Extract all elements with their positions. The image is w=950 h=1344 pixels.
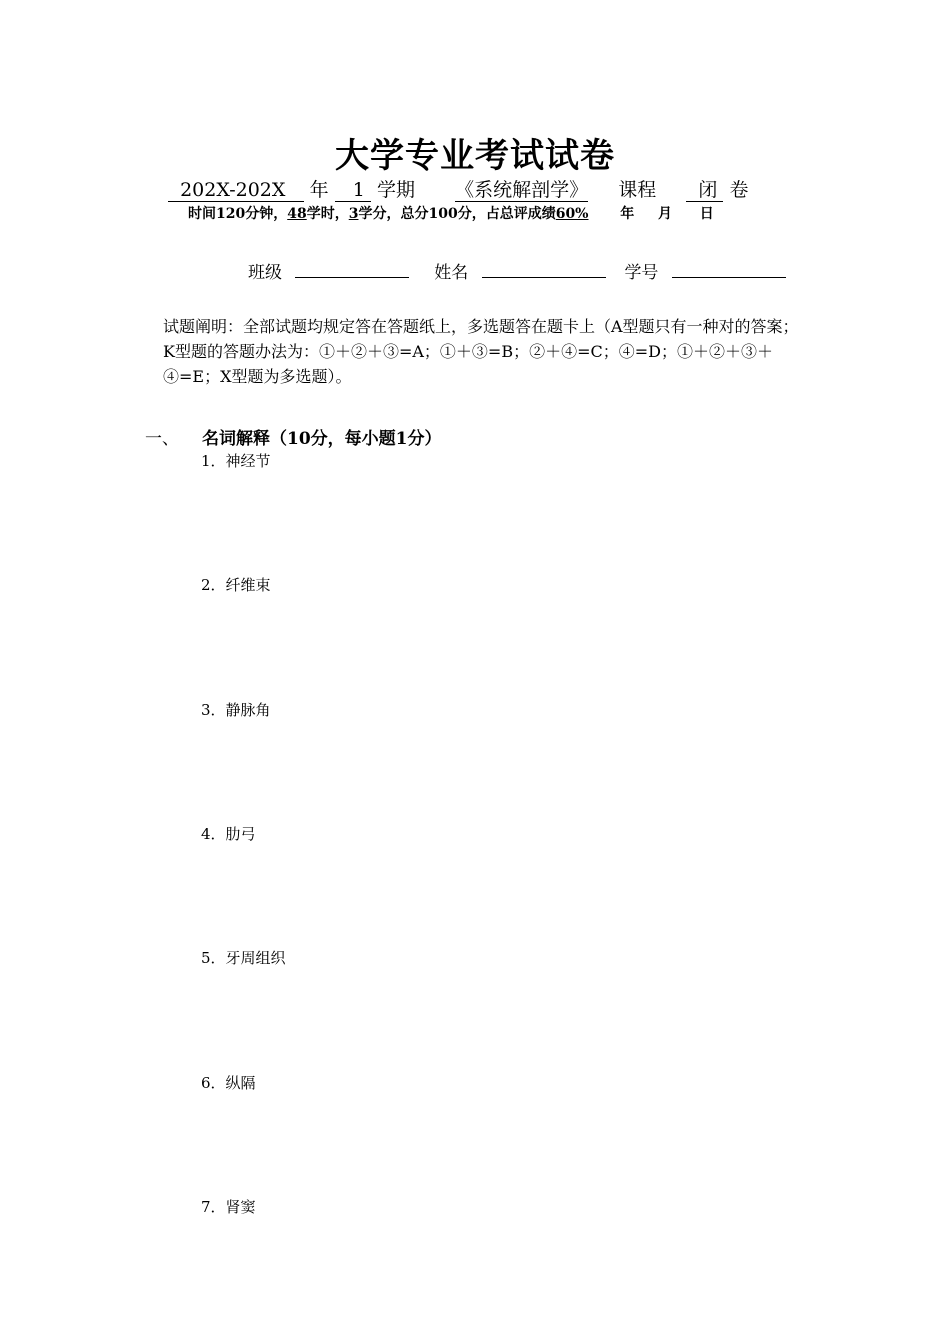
question-item: 2．纤维束 bbox=[201, 576, 271, 594]
question-item: 1．神经节 bbox=[201, 452, 271, 470]
id-label: 学号 bbox=[624, 263, 659, 283]
term-number: 1 bbox=[335, 180, 371, 202]
student-id-field[interactable] bbox=[672, 261, 786, 278]
class-field[interactable] bbox=[295, 261, 409, 278]
paper-label: 卷 bbox=[729, 179, 749, 201]
question-item: 5．牙周组织 bbox=[201, 949, 286, 967]
name-label: 姓名 bbox=[434, 263, 469, 283]
time-text: 时间120分钟， bbox=[188, 206, 288, 222]
credits-label: 学分，总分100分，占总评成绩 bbox=[358, 206, 556, 222]
exam-type: 闭 bbox=[686, 180, 723, 202]
class-label: 班级 bbox=[248, 263, 282, 283]
date-month-label: 月 bbox=[658, 206, 672, 222]
section-title: 名词解释（10分，每小题1分） bbox=[202, 429, 442, 449]
question-item: 6．纵隔 bbox=[201, 1074, 256, 1092]
credits-value: 3 bbox=[348, 206, 359, 222]
course-label: 课程 bbox=[618, 179, 657, 201]
academic-years: 202X-202X bbox=[168, 180, 304, 202]
percent-value: 60% bbox=[555, 206, 589, 222]
course-name: 《系统解剖学》 bbox=[455, 179, 589, 201]
exam-meta-line bbox=[188, 203, 868, 223]
question-item: 4．肋弓 bbox=[201, 825, 256, 843]
term-label: 学期 bbox=[376, 179, 415, 201]
question-item: 3．静脉角 bbox=[201, 701, 271, 719]
student-info-line bbox=[248, 258, 868, 283]
hours-value: 48 bbox=[287, 206, 307, 222]
section-heading bbox=[145, 424, 442, 449]
section-number: 一、 bbox=[145, 429, 179, 449]
course-line bbox=[168, 175, 868, 202]
year-label: 年 bbox=[309, 179, 329, 201]
date-day-label: 日 bbox=[699, 206, 714, 222]
date-year-label: 年 bbox=[620, 206, 635, 222]
question-item: 7．肾窦 bbox=[201, 1198, 256, 1216]
hours-label: 学时， bbox=[306, 206, 349, 222]
exam-title: 大学专业考试试卷 bbox=[335, 136, 615, 176]
exam-instructions: 试题阐明：全部试题均规定答在答题纸上，多选题答在题卡上（A型题只有一种对的答案；K型题的答题办法为：①＋②＋③=A；①＋③=B；②＋④=C；④=D；①＋②＋③＋④=E；X型题为多选题）。 bbox=[163, 317, 799, 386]
name-field[interactable] bbox=[482, 261, 606, 278]
